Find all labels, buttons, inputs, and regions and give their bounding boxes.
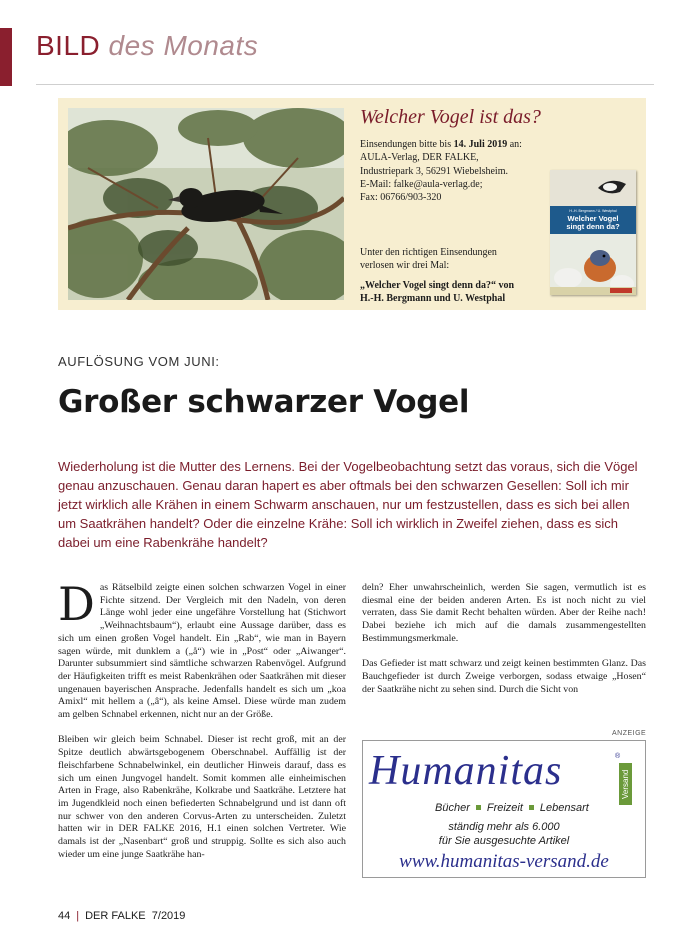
quiz-address [360,138,545,204]
ad-line: für Sie ausgesuchte Artikel [438,835,570,847]
registered-mark: ® [615,753,621,760]
svg-text:H.-H. Bergmann / U. Westphal: H.-H. Bergmann / U. Westphal [569,209,617,213]
humanitas-ad[interactable] [362,740,646,878]
quiz-photo [68,108,344,300]
bird-in-tree-image [68,108,344,300]
quiz-prize [360,246,550,305]
svg-text:singt denn da?: singt denn da? [566,222,620,231]
header-des-monats: des Monats [108,30,259,61]
article-paragraph: Das Gefieder ist matt schwarz und zeigt keinen bestimmten Glanz. Das Bauchgefieder ist durch Zweige verborgen, sodass etwaige „Hosen“ der Saatkrähe nicht zu sehen sind. Durch die Sicht von [362,658,646,695]
prize-authors: H.-H. Bergmann und U. Westphal [360,292,506,304]
ad-line: ständig mehr als 6.000 [448,821,560,833]
drop-cap: D [58,577,95,631]
magazine-name: DER FALKE [85,910,146,922]
ad-url-link[interactable]: www.humanitas-versand.de [399,851,609,872]
prize-intro: verlosen wir drei Mal: [360,260,450,272]
prize-title: „Welcher Vogel singt denn da?“ von [360,279,515,291]
address-line: Fax: 06766/903-320 [360,192,442,204]
ad-tags [435,802,589,814]
article-headline: Großer schwarzer Vogel [58,384,470,420]
ad-label: ANZEIGE [612,730,647,737]
ad-tag: Bücher [435,802,470,814]
article-column-2 [362,582,646,696]
book-cover-image [550,170,636,295]
quiz-deadline: Einsendungen bitte bis 14. Juli 2019 an: [360,139,522,150]
issue-number: 7/2019 [151,910,186,922]
bullet-icon [529,805,534,810]
svg-text:Welcher Vogel: Welcher Vogel [567,214,619,223]
address-line: AULA-Verlag, DER FALKE, [360,152,479,164]
bullet-icon [476,805,481,810]
ad-tag: Lebensart [539,802,589,814]
section-header [36,30,258,62]
article-paragraph: Bleiben wir gleich beim Schnabel. Dieser ist recht groß, mit an der Spitze deutlich abwärtsgebogenem Oberschnabel. Auffällig ist der fleischfarbene Schnabelwinkel, ein deutlicher Hinweis darauf, dass es sich um einen Jungvogel handelt. Somit kommen alle einheimischen Arten in Frage, also Rabenkrähe, Kolkrabe und Saatkrähe. Letztere hat im Jugendkleid noch einen befiederten Schnabelgrund und ist dann oft nur schwer von den anderen Corvus-Arten zu unterscheiden. Zuletzt hatten wir in DER FALKE 2016, H.1 einen solchen Vertreter. Wie damals ist der „Nasenbart“ groß und struppig. Sollte es sich also auch wieder um eine junge Saatkrähe han- [58,734,346,860]
accent-bar [0,28,12,86]
page-footer [58,910,185,922]
article-paragraph: deln? Eher unwahrscheinlich, werden Sie sagen, vermutlich ist es diesmal eine der beiden anderen Arten. Es ist noch nicht zu viel verraten, dass Sie damit Recht behalten würden. Aber der Reihe nach! Dabei beziehe ich mich auf die damals zusammengestellten Bestimmungsmerkmale. [362,582,646,644]
article-kicker: AUFLÖSUNG VOM JUNI: [58,354,220,369]
book-cover [550,170,636,295]
address-line: E-Mail: falke@aula-verlag.de; [360,178,483,190]
quiz-box [58,98,646,310]
header-rule [36,84,654,85]
footer-separator: | [76,910,80,922]
article-column-1 [58,577,346,861]
ad-tag: Freizeit [486,802,523,814]
page-number: 44 [58,910,71,922]
header-bild: BILD [36,30,101,61]
humanitas-logo: Humanitas [369,748,563,794]
article-lead: Wiederholung ist die Mutter des Lernens. Bei der Vogelbeobachtung setzt das voraus, sich die Vögel genau anzuschauen. Genau daran hapert es aber oftmals bei den schwarzen Gesellen: Soll ich mir jetzt wirklich alle Krähen in einem Schwarm anschauen, nur um festzustellen, dass es sich bei allen um Saatkrähen handelt? Oder die einzelne Krähe: Soll ich wirklich in Zweifel ziehen, dass es sich dabei um eine Rabenkrähe handelt? [58,459,638,550]
article-paragraph: Das Rätselbild zeigte einen solchen schwarzen Vogel in einer Fichte sitzend. Der Vergleich mit den Nadeln, von deren Länge wohl jeder eine ungefähre Vorstellung hat (Stichwort „Weihnachtsbaum“), erlaubt eine Aussage darüber, dass es sich um einen großen Vogel handelt. Ein „Rab“, wie man in Bayern sagen würde, mit dunklem a („å“) wie in „Post“ oder „Aiwanger“. Darunter subsummiert sind sämtliche schwarzen Rabenvögel. Aufgrund der Häufigkeiten trifft es meist Rabenkrähen oder Saatkrähen mit dieser ungenauen bayerischen Ansprache. Jedenfalls handelt es sich um „koa Amixl“ mit hellem a („â“), als keine Amsel. Diese würde man zudem am gelben Schnabel erkennen, nicht nur an der Größe. [58,577,346,721]
quiz-title: Welcher Vogel ist das? [360,106,541,128]
prize-intro: Unter den richtigen Einsendungen [360,247,497,258]
address-line: Industriepark 3, 56291 Wiebelsheim. [360,165,508,177]
versand-badge: Versand [619,763,632,805]
